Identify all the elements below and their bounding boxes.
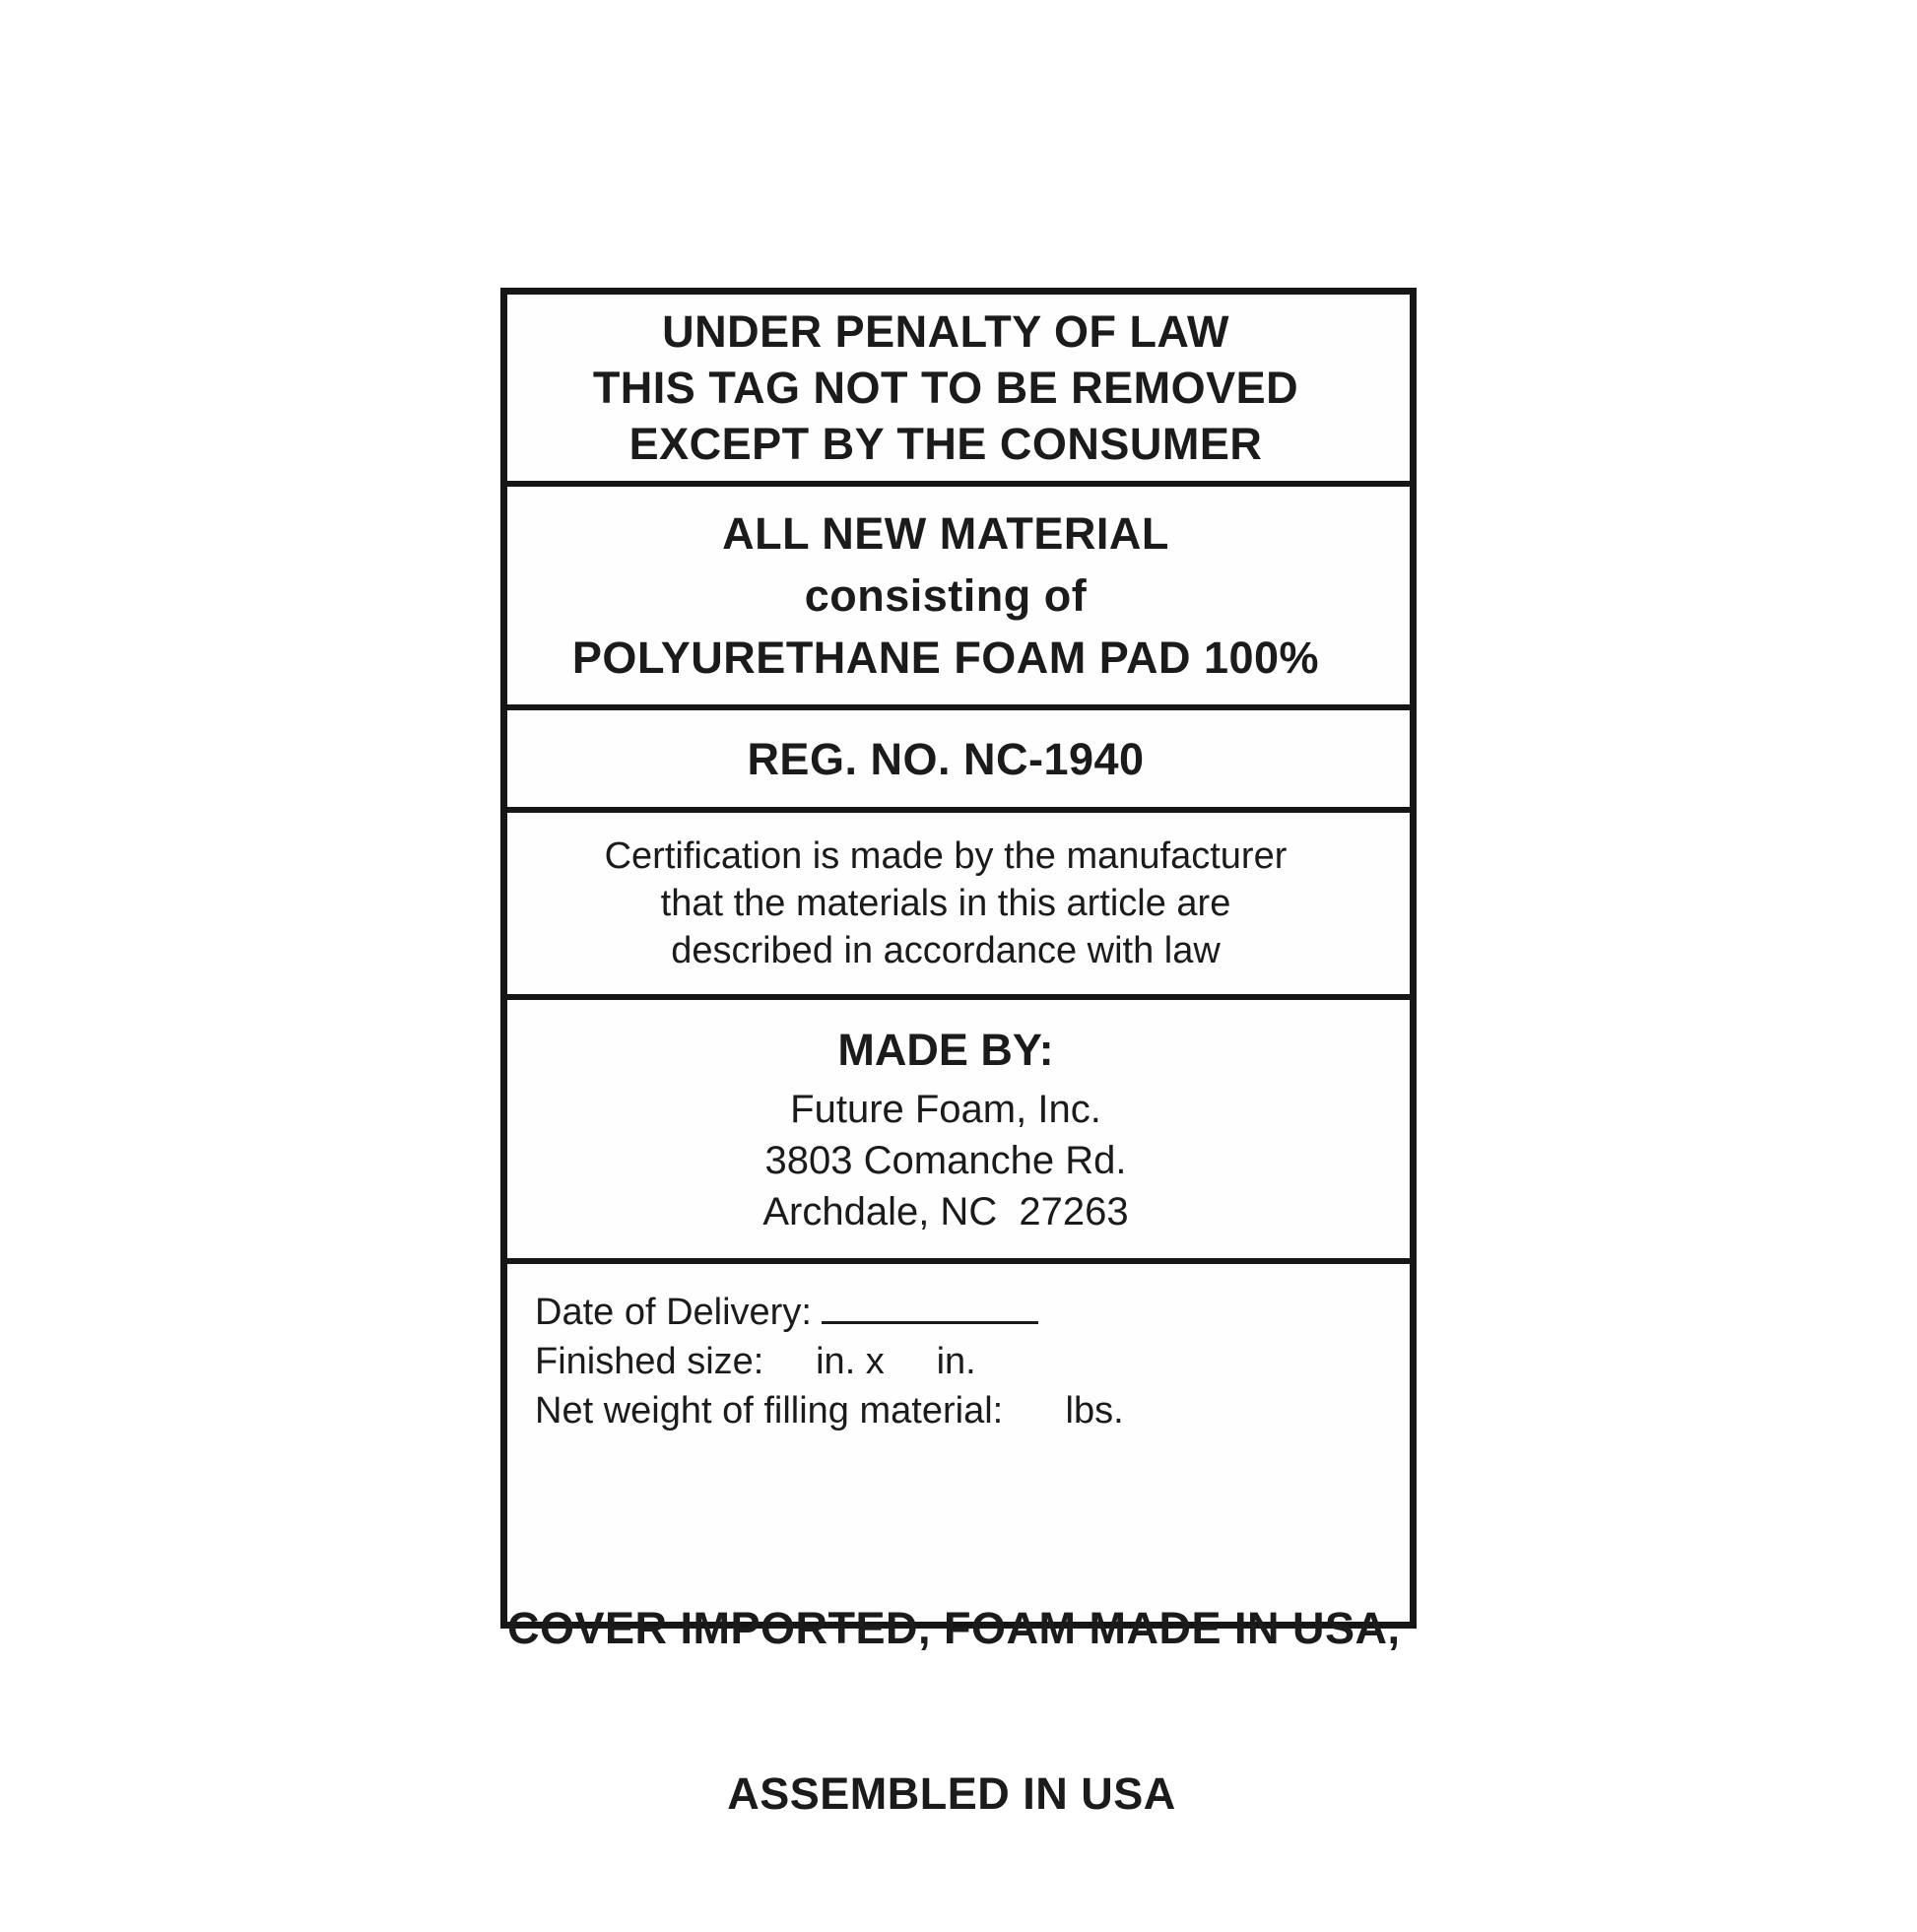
finished-size-line: Finished size: in. x in. xyxy=(535,1341,976,1382)
manufacturer-name: Future Foam, Inc. xyxy=(790,1087,1101,1131)
origin-statement xyxy=(507,1491,1410,1932)
date-of-delivery-line xyxy=(535,1288,1390,1337)
made-by-heading: MADE BY: xyxy=(837,1024,1054,1075)
section-made-by xyxy=(507,1000,1410,1264)
section-certification xyxy=(507,813,1410,1000)
material-line-1: ALL NEW MATERIAL xyxy=(722,508,1169,559)
law-label-tag xyxy=(500,288,1417,1819)
manufacturer-street: 3803 Comanche Rd. xyxy=(764,1138,1127,1182)
section-material-contents xyxy=(507,487,1410,710)
certification-line-3: described in accordance with law xyxy=(671,930,1221,971)
origin-line-2: ASSEMBLED IN USA xyxy=(727,1768,1176,1819)
penalty-line-2: THIS TAG NOT TO BE REMOVED xyxy=(592,363,1299,413)
certification-line-1: Certification is made by the manufacturer xyxy=(604,835,1288,877)
manufacturer-city-state-zip: Archdale, NC 27263 xyxy=(762,1189,1129,1233)
penalty-line-1: UNDER PENALTY OF LAW xyxy=(662,306,1229,357)
date-of-delivery-label: Date of Delivery: xyxy=(535,1292,812,1333)
penalty-line-3: EXCEPT BY THE CONSUMER xyxy=(628,419,1263,469)
section-registration-number xyxy=(507,710,1410,813)
fill-in-lines xyxy=(507,1264,1410,1435)
net-weight-line: Net weight of filling material: lbs. xyxy=(535,1390,1124,1432)
date-of-delivery-blank xyxy=(822,1288,1038,1324)
section-fill-in-details xyxy=(507,1264,1410,1819)
section-penalty-notice xyxy=(507,295,1410,487)
certification-line-2: that the materials in this article are xyxy=(660,883,1231,924)
material-line-2: consisting of xyxy=(804,570,1088,621)
origin-line-1: COVER IMPORTED, FOAM MADE IN USA, xyxy=(507,1603,1401,1653)
registration-number: REG. NO. NC-1940 xyxy=(747,733,1145,784)
material-line-3: POLYURETHANE FOAM PAD 100% xyxy=(571,633,1320,683)
